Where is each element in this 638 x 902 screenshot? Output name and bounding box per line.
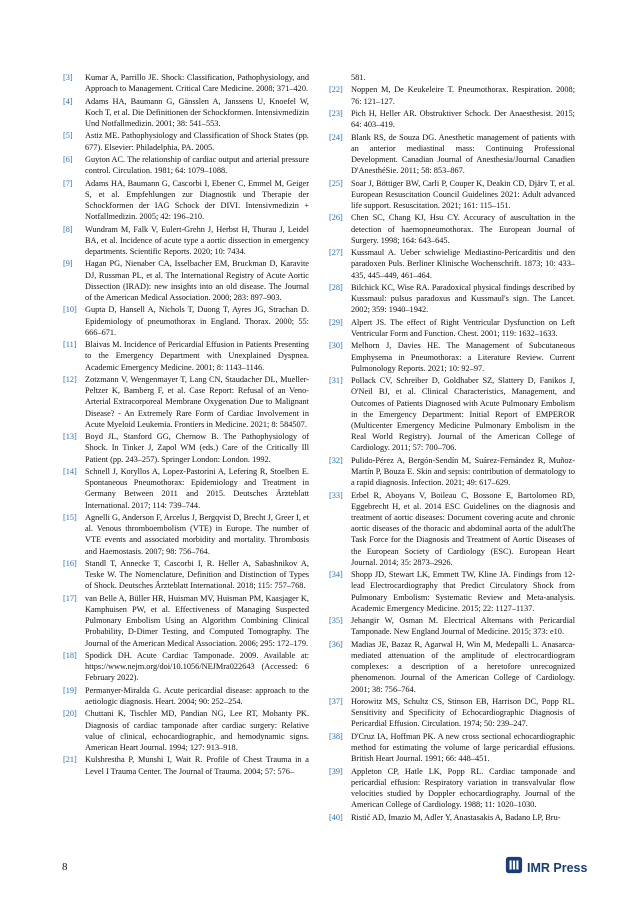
reference-text: Guyton AC. The relationship of cardiac output and arterial pressure control. Circulation. 1981; 64: 1079–1088. <box>85 154 309 176</box>
reference-item <box>63 304 309 338</box>
reference-number[interactable]: [38] <box>329 731 343 741</box>
reference-number[interactable]: [15] <box>63 512 77 522</box>
reference-text: Kulshrestha P, Munshi I, Wait R. Profile of Chest Trauma in a Level I Trauma Center. The Journal of Trauma. 2004; 57: 576– <box>85 755 309 776</box>
reference-item <box>63 178 309 223</box>
reference-number[interactable]: [23] <box>329 108 343 118</box>
reference-item <box>63 466 309 511</box>
reference-number[interactable]: [17] <box>63 593 77 603</box>
reference-number[interactable]: [16] <box>63 558 77 568</box>
reference-item <box>329 766 575 811</box>
reference-number[interactable]: [12] <box>63 374 77 384</box>
reference-item <box>329 317 575 339</box>
reference-text: Zotzmann V, Wengenmayer T, Lang CN, Staudacher DL, Mueller-Peltzer K, Bamberg F, et al. Case Report: Refusal of an Veno-Arterial Extracorporeal Membrane Oxygenation Due to Malignant Disease? - An Extremely Rare Form of Cardiac Involvement in Acute Myeloid Leukemia. Frontiers in Medicine. 2021; 8: 584507. <box>85 374 309 429</box>
references-right-column <box>329 72 575 824</box>
reference-item <box>63 339 309 373</box>
reference-text: Gupta D, Hansell A, Nichols T, Duong T, Ayres JG, Strachan D. Epidemiology of pneumothorax in England. Thorax. 2000; 55: 666–671. <box>85 305 309 337</box>
reference-text: Pich H, Heller AR. Obstruktiver Schock. Der Anaesthesist. 2015; 64: 403–419. <box>351 108 575 130</box>
reference-number[interactable]: [14] <box>63 466 77 476</box>
reference-number[interactable]: [37] <box>329 696 343 706</box>
reference-item <box>63 650 309 684</box>
reference-number[interactable]: [28] <box>329 282 343 292</box>
reference-text: Melhorn J, Davies HE. The Management of Subcutaneous Emphysema in Pneumothorax: a Literature Review. Current Pulmonology Reports. 2021; 10: 92–97. <box>351 341 575 373</box>
reference-number[interactable]: [40] <box>329 812 343 822</box>
reference-number[interactable]: [7] <box>63 178 73 188</box>
reference-text: van Belle A, Büller HR, Huisman MV, Huisman PM, Kaasjager K, Kamphuisen PW, et al. Effectiveness of Managing Suspected Pulmonary Embolism Using an Algorithm Combining Clinical Probability, D-Dimer Testing, and Computed Tomography. The Journal of the American Medical Association. 2006; 295: 172–179. <box>85 593 309 648</box>
reference-item <box>329 178 575 212</box>
reference-item <box>329 212 575 246</box>
reference-text: Alpert JS. The effect of Right Ventricular Dysfunction on Left Ventricular Form and Function. Chest. 2001; 119: 1632–1633. <box>351 317 575 338</box>
reference-number[interactable]: [39] <box>329 766 343 776</box>
reference-item <box>63 708 309 753</box>
reference-item <box>63 154 309 176</box>
reference-text: Appleton CP, Hatle LK, Popp RL. Cardiac tamponade and pericardial effusion: Respiratory variation in transvalvular flow velocities studied by Doppler echocardiography. Journal of the American College of Cardiology. 1988; 11: 1020–1030. <box>351 766 575 810</box>
reference-number[interactable]: [9] <box>63 259 73 269</box>
reference-text: Madias JE, Bazaz R, Agarwal H, Win M, Medepalli L. Anasarca-mediated attenuation of the amplitude of electrocardiogram complexes: a description of a heretofore unrecognized phenomenon. Journal of the American College of Cardiology. 2001; 38: 756–764. <box>351 639 575 694</box>
reference-number[interactable]: [31] <box>329 376 343 386</box>
reference-item <box>329 731 575 765</box>
reference-number[interactable]: [27] <box>329 248 343 258</box>
reference-text: Kussmaul A. Ueber schwielige Mediastino-Pericarditis und den paradoxen Puls. Berliner Klinische Wochenschrift. 1873; 10: 433–435, 445–449, 461–464. <box>351 248 575 280</box>
reference-number[interactable]: [24] <box>329 132 343 142</box>
reference-number[interactable]: [26] <box>329 213 343 223</box>
reference-item <box>63 72 309 94</box>
reference-number[interactable]: [34] <box>329 570 343 580</box>
reference-number[interactable]: [29] <box>329 317 343 327</box>
reference-item <box>329 490 575 568</box>
reference-text: Adams HA, Baumann G, Gänsslen A, Janssens U, Knoefel W, Koch T, et al. Die Definitionen der Schockformen. Intensivmedizin Und Notfallmedizin. 2001; 38: 541–553. <box>85 96 309 128</box>
reference-text: Blaivas M. Incidence of Pericardial Effusion in Patients Presenting to the Emergency Department with Unexplained Dyspnea. Academic Emergency Medicine. 2001; 8: 1143–1146. <box>85 340 309 372</box>
reference-item <box>329 132 575 177</box>
reference-text: 581. <box>351 73 366 82</box>
reference-item <box>329 569 575 614</box>
reference-item <box>63 431 309 465</box>
reference-item <box>329 340 575 374</box>
reference-item <box>63 512 309 557</box>
reference-item <box>329 247 575 281</box>
reference-text: Wundram M, Falk V, Eulert-Grehn J, Herbst H, Thurau J, Leidel BA, et al. Incidence of acute type a aortic dissection in emergency departments. Scientific Reports. 2020; 10: 7434. <box>85 224 309 256</box>
reference-number[interactable]: [13] <box>63 432 77 442</box>
reference-item <box>329 455 575 489</box>
reference-text: Bilchick KC, Wise RA. Paradoxical physical findings described by Kussmaul: pulsus paradoxus and Kussmaul's sign. The Lancet. 2002; 359: 1940–1942. <box>351 282 575 315</box>
reference-item <box>329 615 575 637</box>
reference-text: Soar J, Böttiger BW, Carli P, Couper K, Deakin CD, Djärv T, et al. European Resuscitation Council Guidelines 2021: Adult advanced life support. Resuscitation. 2021; 161: 115–151. <box>351 178 575 210</box>
reference-number[interactable]: [22] <box>329 85 343 95</box>
reference-text: Pollack CV, Schreiber D, Goldhaber SZ, Slattery D, Fanikos J, O'Neil BJ, et al. Clinical Characteristics, Management, and Outcomes of Patients Diagnosed with Acute Pulmonary Embolism in the Emergency Department: Initial Report of EMPEROR (Multicenter Emergency Medicine Pulmonary Embolism in the Real World Registry). Journal of the American College of Cardiology. 2011; 57: 700–706. <box>351 376 575 453</box>
reference-text: Horowitz MS, Schultz CS, Stinson EB, Harrison DC, Popp RL. Sensitivity and Specificity of Echocardiographic Diagnosis of Pericardial Effusion. Circulation. 1974; 50: 239–247. <box>351 696 575 729</box>
reference-item <box>63 558 309 592</box>
reference-text: Schnell J, Koryllos A, Lopez-Pastorini A, Lefering R, Stoelben E. Spontaneous Pneumothorax: Epidemiology and Treatment in Germany Between 2011 and 2015. Deutsches Ärzteblatt International. 2017; 114: 739–744. <box>85 466 309 510</box>
imr-press-logo-icon <box>505 856 523 879</box>
reference-number[interactable]: [10] <box>63 305 77 315</box>
reference-text: Noppen M, De Keukeleire T. Pneumothorax. Respiration. 2008; 76: 121–127. <box>351 85 575 106</box>
reference-item <box>63 593 309 649</box>
reference-text: Pulido-Pérez A, Bergón-Sendín M, Suárez-Fernández R, Muñoz-Martín P, Bouza E. Skin and sepsis: contribution of dermatology to a rapid diagnosis. Infection. 2021; 49: 617–629. <box>351 455 575 488</box>
reference-number[interactable]: [19] <box>63 685 77 695</box>
reference-number[interactable]: [8] <box>63 224 73 234</box>
reference-item <box>329 282 575 316</box>
reference-number[interactable]: [3] <box>63 73 73 82</box>
reference-number[interactable]: [25] <box>329 178 343 188</box>
reference-item <box>63 258 309 303</box>
reference-text: Hagan PG, Nienaber CA, Isselbacher EM, Bruckman D, Karavite DJ, Russman PL, et al. The International Registry of Acute Aortic Dissection (IRAD): new insights into an old disease. The Journal of the American Medical Association. 2000; 283: 897–903. <box>85 259 309 302</box>
reference-number[interactable]: [11] <box>63 340 77 350</box>
reference-text: Boyd JL, Stanford GG, Chernow B. The Pathophysiology of Shock. In Tinker J, Zapol WM (eds.) Care of the Critically Ill Patient (pp. 243–257). Springer London: London. 1992. <box>85 432 309 464</box>
publisher-brand[interactable] <box>505 856 587 879</box>
reference-item <box>63 685 309 707</box>
reference-item <box>329 72 575 83</box>
reference-text: Standl T, Annecke T, Cascorbi I, R. Heller A, Sabashnikov A, Teske W. The Nomenclature, Definition and Distinction of Types of Shock. Deutsches Ärzteblatt International. 2018; 115: 757–768. <box>85 558 309 591</box>
reference-number[interactable]: [33] <box>329 490 343 500</box>
reference-text: Jehangir W, Osman M. Electrical Alternans with Pericardial Tamponade. New England Journal of Medicine. 2015; 373: e10. <box>351 616 575 637</box>
reference-number[interactable]: [21] <box>63 755 77 765</box>
reference-number[interactable]: [32] <box>329 455 343 465</box>
reference-number[interactable]: [30] <box>329 341 343 351</box>
reference-text: Shopp JD, Stewart LK, Emmett TW, Kline JA. Findings from 12-lead Electrocardiography that Predict Circulatory Shock from Pulmonary Embolism: Systematic Review and Meta-analysis. Academic Emergency Medicine. 2015; 22: 1127–1137. <box>351 570 575 613</box>
reference-text: Chen SC, Chang KJ, Hsu CY. Accuracy of auscultation in the detection of haemopneumothorax. The European Journal of Surgery. 1998; 164: 643–645. <box>351 213 575 245</box>
reference-text: Chuttani K, Tischler MD, Pandian NG, Lee RT, Mohanty PK. Diagnosis of cardiac tamponade after cardiac surgery: Relative value of clinical, echocardiographic, and hemodynamic signs. American Heart Journal. 1994; 127: 913–918. <box>85 709 309 752</box>
reference-number[interactable]: [18] <box>63 650 77 660</box>
reference-text: Kumar A, Parrillo JE. Shock: Classification, Pathophysiology, and Approach to Management. Critical Care Medicine. 2008; 371–420. <box>85 73 309 94</box>
reference-number[interactable]: [20] <box>63 709 77 719</box>
reference-number[interactable]: [6] <box>63 154 73 164</box>
reference-text: Adams HA, Baumann G, Cascorbi I, Ebener C, Emmel M, Geiger S, et al. Empfehlungen zur Diagnostik und Therapie der Schockformen der IAG Schock der DIVI. Intensivmedizin + Notfallmedizin. 2005; 42: 196–210. <box>85 178 309 222</box>
reference-text: Ristić AD, Imazio M, Adler Y, Anastasakis A, Badano LP, Bru- <box>351 812 561 822</box>
reference-item <box>329 375 575 453</box>
reference-item <box>63 374 309 430</box>
reference-item <box>329 696 575 730</box>
reference-text: Spodick DH. Acute Cardiac Tamponade. 2009. Available at: https://www.nejm.org/doi/10.1056/NEJMra022643 (Accessed: 6 February 2022). <box>85 650 309 683</box>
reference-text: Astiz ME. Pathophysiology and Classification of Shock States (pp. 677). Elsevier: Philadelphia, PA. 2005. <box>85 131 309 152</box>
reference-number[interactable]: [4] <box>63 96 73 106</box>
reference-number[interactable]: [36] <box>329 639 343 649</box>
reference-item <box>63 224 309 258</box>
reference-text: D'Cruz IA, Hoffman PK. A new cross sectional echocardiographic method for estimating the volume of large pericardial effusions. British Heart Journal. 1991; 66: 448–451. <box>351 731 575 764</box>
reference-text: Blank RS, de Souza DG. Anesthetic management of patients with an anterior mediastinal mass: Continuing Professional Development. Canadian Journal of Anesthesia/Journal Canadien D'AnesthéSie. 2011; 58: 853–867. <box>351 132 575 176</box>
references-left-column <box>63 72 309 778</box>
reference-item <box>329 84 575 106</box>
reference-item <box>329 108 575 130</box>
reference-item <box>329 639 575 695</box>
reference-text: Agnelli G, Anderson F, Arcelus J, Bergqvist D, Brecht J, Greer I, et al. Venous thromboembolism (VTE) in Europe. The number of VTE events and associated morbidity and mortality. Thrombosis and Haemostasis. 2007; 98: 756–764. <box>85 512 309 556</box>
reference-text: Permanyer-Miralda G. Acute pericardial disease: approach to the aetiologic diagnosis. Heart. 2004; 90: 252–254. <box>85 685 309 706</box>
reference-item <box>63 96 309 130</box>
reference-item <box>329 812 575 823</box>
publisher-name: IMR Press <box>527 860 588 875</box>
reference-number[interactable]: [35] <box>329 616 343 626</box>
reference-number[interactable]: [5] <box>63 131 73 141</box>
reference-text: Erbel R, Aboyans V, Boileau C, Bossone E, Bartolomeo RD, Eggebrecht H, et al. 2014 ESC Guidelines on the diagnosis and treatment of aortic diseases: Document covering acute and chronic aortic diseases of the thoracic and abdominal aorta of the adultThe Task Force for the Diagnosis and Treatment of Aortic Diseases of the European Society of Cardiology (ESC). European Heart Journal. 2014; 35: 2873–2926. <box>351 490 575 567</box>
reference-item <box>63 130 309 152</box>
reference-item <box>63 754 309 776</box>
page-number: 8 <box>62 861 68 873</box>
